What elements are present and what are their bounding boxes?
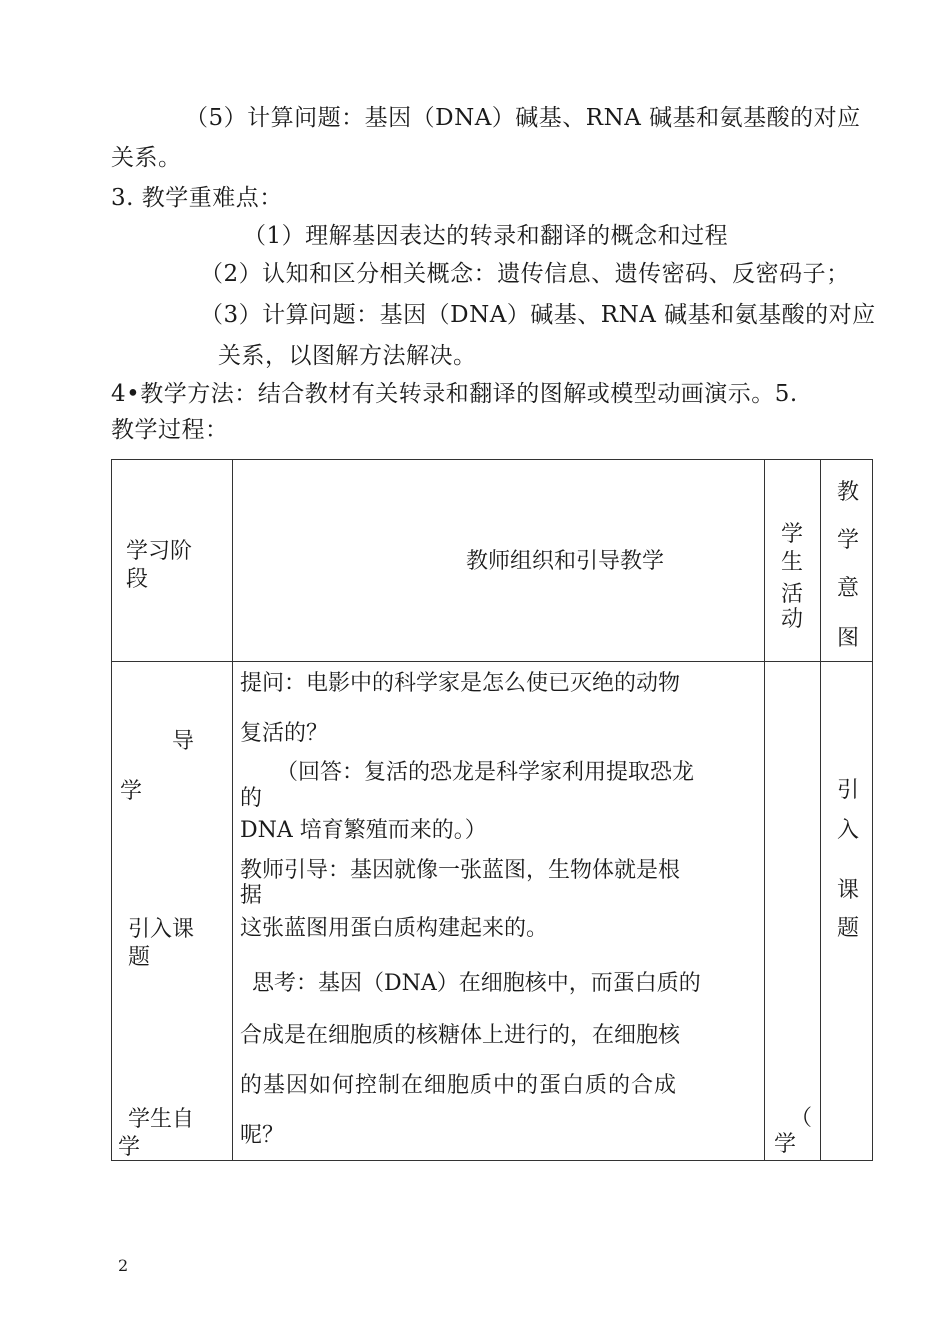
- header-teacher: 教师组织和引导教学: [466, 549, 665, 574]
- header-stage: [126, 538, 192, 594]
- student-activity-char: （: [789, 1106, 812, 1131]
- page-number: 2: [118, 1256, 129, 1275]
- intro-line-1: （5）计算问题：基因（DNA）碱基、RNA 碱基和氨基酸的对应: [185, 105, 861, 131]
- difficulty-item-1: （1）理解基因表达的转录和翻译的概念和过程: [243, 223, 729, 249]
- stage-yinru-line-1: 引入课: [128, 917, 195, 942]
- student-activity-char: 学: [773, 1132, 796, 1157]
- teacher-line: 的: [240, 786, 263, 811]
- table-divider: [232, 460, 233, 1160]
- lesson-plan-table: [111, 459, 873, 1161]
- difficulty-item-3: （3）计算问题：基因（DNA）碱基、RNA 碱基和氨基酸的对应: [200, 302, 876, 328]
- intent-char: 题: [836, 916, 859, 941]
- stage-zixue-line-1: 学生自: [128, 1107, 195, 1132]
- table-divider: [112, 661, 872, 662]
- header-student-char: 活: [780, 582, 803, 607]
- teaching-process-heading: 教学过程：: [111, 417, 229, 443]
- difficulty-item-2: （2）认知和区分相关概念：遗传信息、遗传密码、反密码子；: [200, 261, 850, 287]
- header-intent-char: 教: [836, 480, 859, 505]
- teacher-line: （回答：复活的恐龙是科学家利用提取恐龙: [276, 760, 695, 785]
- teacher-line: 思考：基因（DNA）在细胞核中，而蛋白质的: [252, 971, 701, 996]
- teacher-line: 呢？: [240, 1123, 285, 1148]
- table-divider: [764, 460, 765, 1160]
- header-intent-char: 学: [836, 528, 859, 553]
- header-student-char: 动: [780, 607, 803, 632]
- teaching-method-line: 4•教学方法：结合教材有关转录和翻译的图解或模型动画演示。5.: [111, 381, 798, 407]
- difficulty-item-3-cont: 关系，以图解方法解决。: [218, 343, 477, 369]
- header-student-char: 学: [780, 522, 803, 547]
- teacher-line: 复活的？: [240, 721, 329, 746]
- teacher-line: DNA 培育繁殖而来的。）: [240, 818, 487, 843]
- section-heading-difficulties: 3. 教学重难点：: [111, 185, 283, 211]
- intent-char: 入: [836, 818, 859, 843]
- teacher-line: 提问：电影中的科学家是怎么使已灭绝的动物: [240, 671, 681, 696]
- header-intent-char: 意: [836, 576, 859, 601]
- intent-char: 引: [836, 778, 859, 803]
- stage-yinru: [128, 916, 228, 970]
- intent-char: 课: [836, 878, 859, 903]
- intro-line-2: 关系。: [111, 145, 182, 171]
- table-divider: [820, 460, 821, 1160]
- header-intent-char: 图: [836, 626, 859, 651]
- header-student-char: 生: [780, 550, 803, 575]
- teacher-line: 教师引导：基因就像一张蓝图，生物体就是根: [240, 858, 681, 883]
- header-stage-line-2: 段: [126, 567, 149, 592]
- stage-daoxue-2: 学: [120, 779, 143, 804]
- stage-yinru-line-2: 题: [128, 945, 151, 970]
- stage-zixue-line-2: 学: [118, 1135, 141, 1160]
- header-stage-line-1: 学习阶: [126, 539, 193, 564]
- teacher-line: 的基因如何控制在细胞质中的蛋白质的合成: [240, 1073, 678, 1098]
- teacher-line: 合成是在细胞质的核糖体上进行的，在细胞核: [240, 1023, 681, 1048]
- teacher-line: 据: [240, 883, 263, 908]
- stage-daoxue-1: 导: [172, 729, 195, 754]
- teacher-line: 这张蓝图用蛋白质构建起来的。: [240, 916, 549, 941]
- stage-zixue: [118, 1106, 195, 1162]
